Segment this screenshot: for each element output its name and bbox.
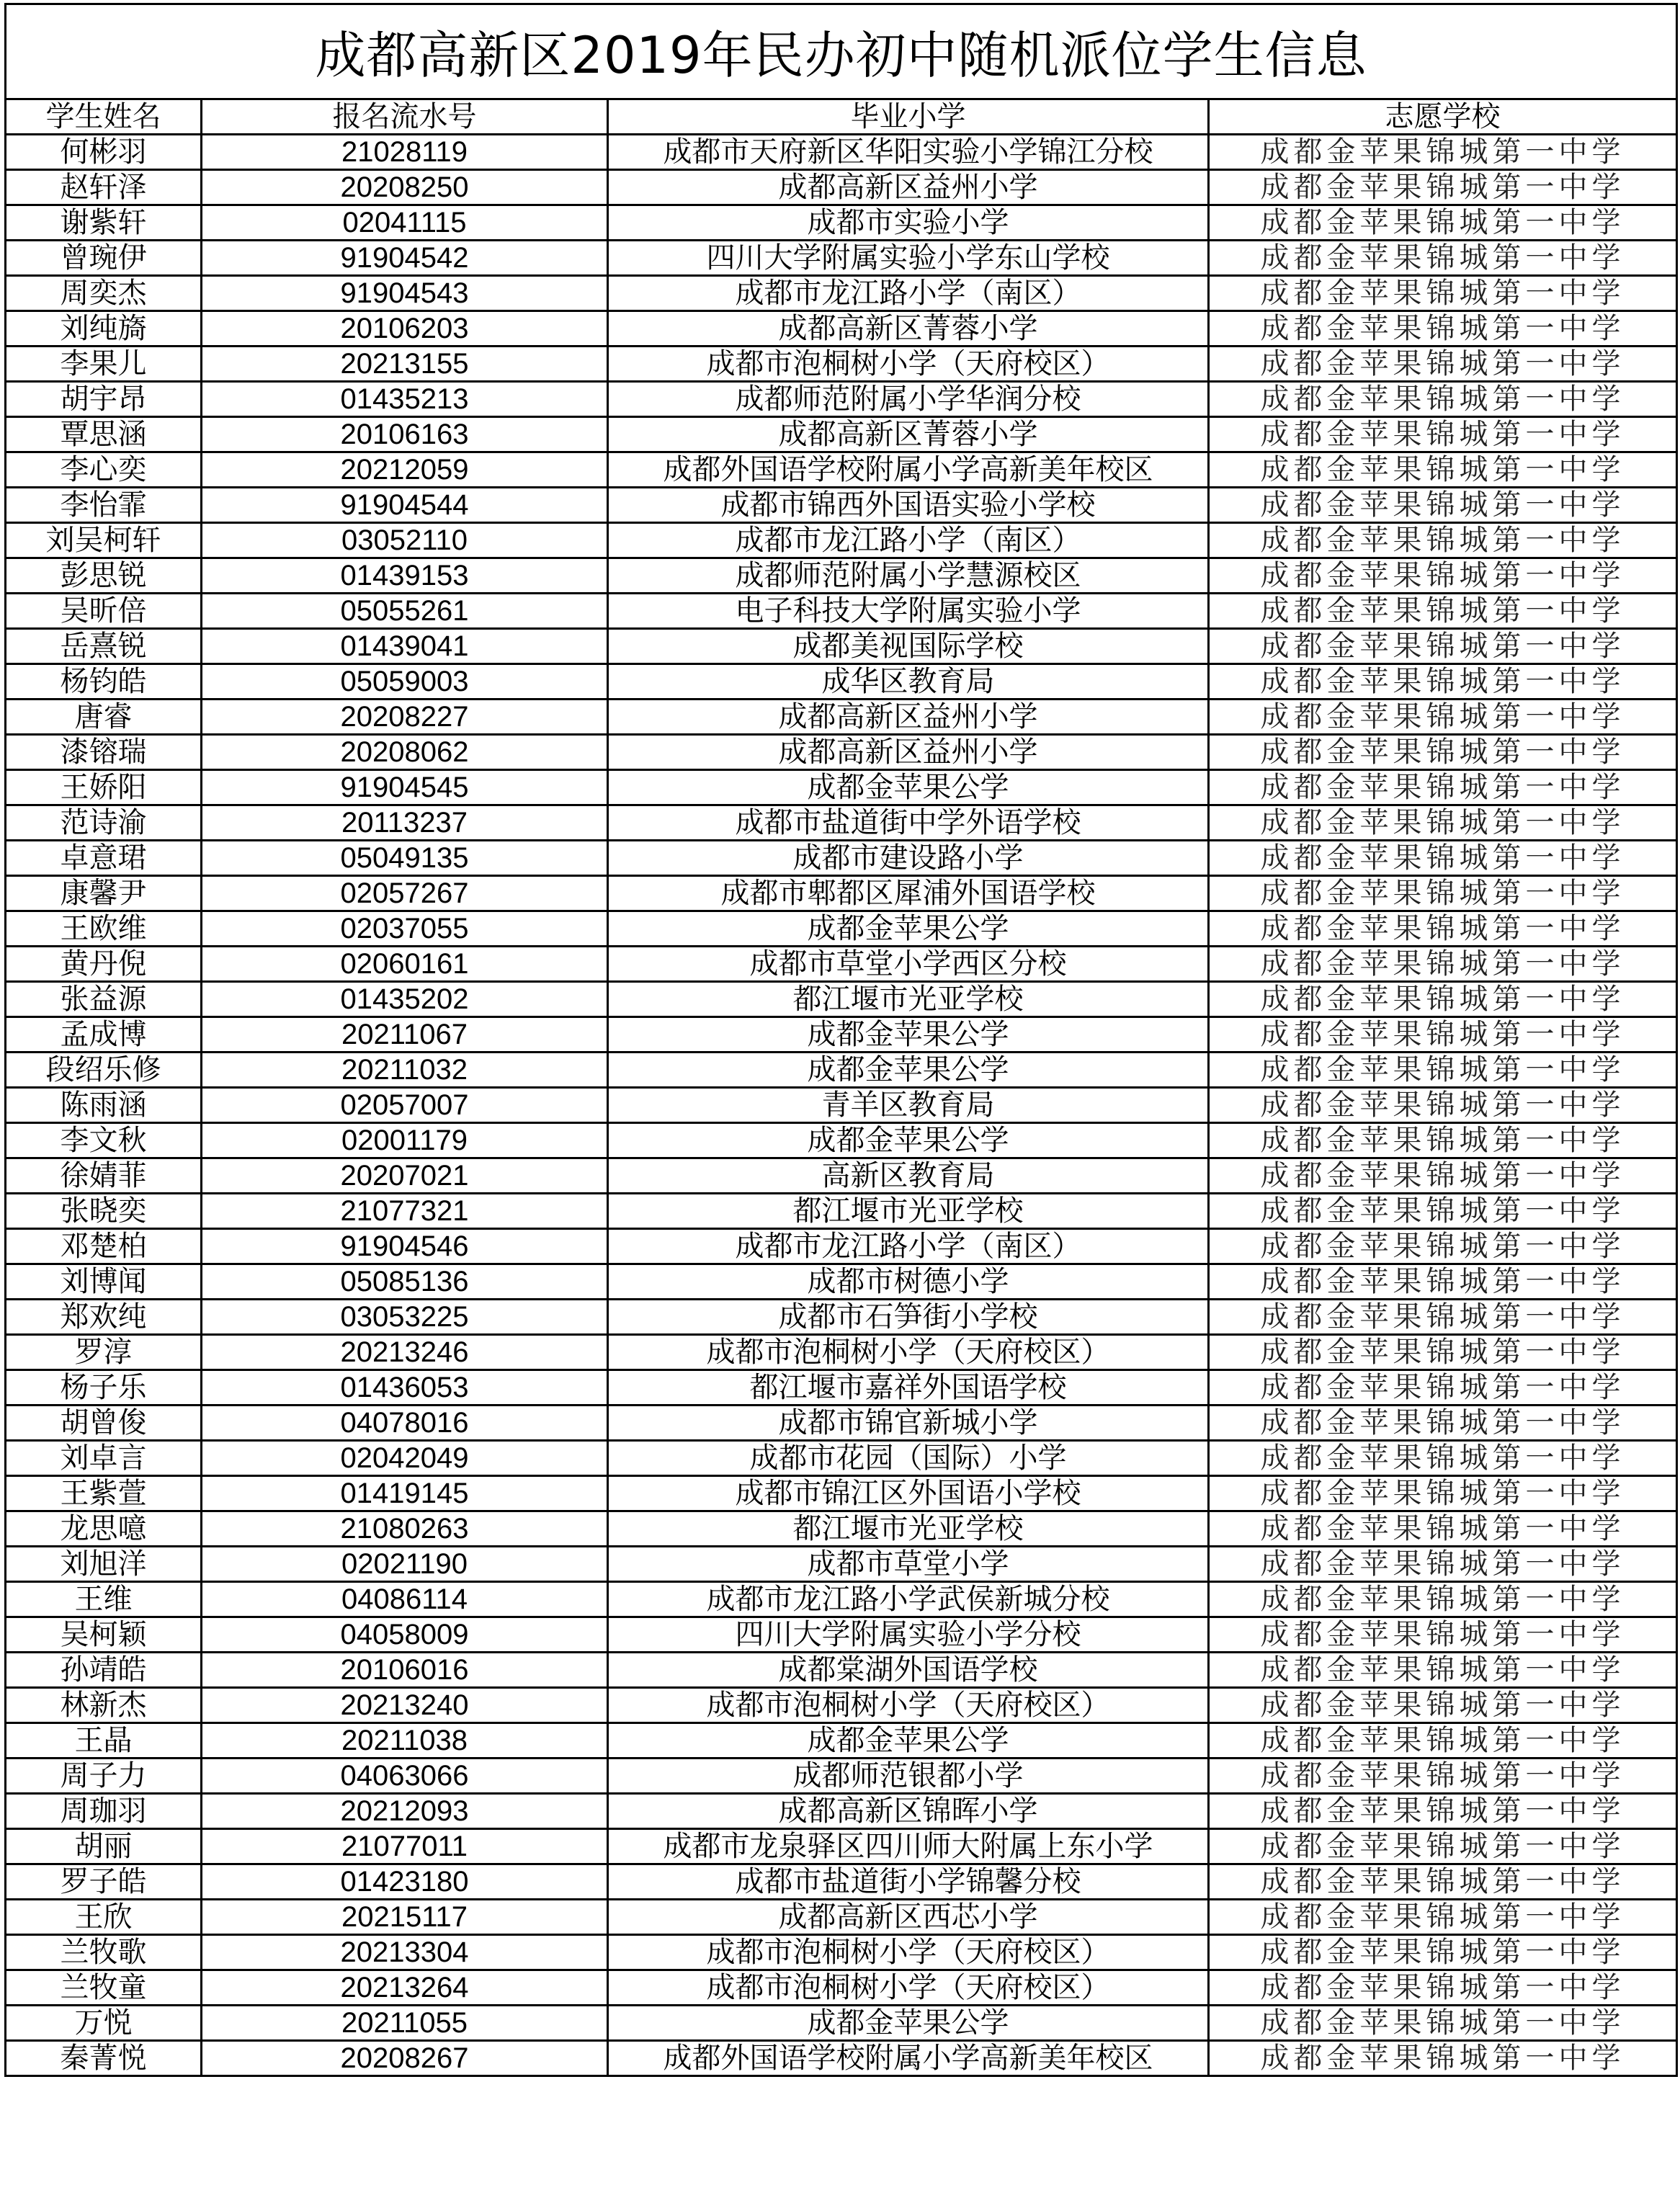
choice-school-cell[interactable]: 成都金苹果锦城第一中学 bbox=[1209, 170, 1677, 205]
student-name-cell[interactable]: 刘卓言 bbox=[6, 1441, 202, 1476]
choice-school-cell[interactable]: 成都金苹果锦城第一中学 bbox=[1209, 1229, 1677, 1264]
student-name-cell[interactable]: 吴柯颖 bbox=[6, 1617, 202, 1653]
table-row bbox=[6, 1829, 1677, 1864]
serial-number-cell[interactable]: 01423180 bbox=[202, 1864, 608, 1900]
table-row bbox=[6, 1194, 1677, 1229]
primary-school-cell[interactable]: 成都师范银都小学 bbox=[608, 1759, 1209, 1794]
table-row bbox=[6, 735, 1677, 770]
table-row bbox=[6, 452, 1677, 488]
primary-school-cell[interactable]: 成都市石笋街小学校 bbox=[608, 1300, 1209, 1335]
table-row bbox=[6, 135, 1677, 170]
serial-number-cell[interactable]: 01419145 bbox=[202, 1476, 608, 1511]
table-row bbox=[6, 1229, 1677, 1264]
table-row bbox=[6, 841, 1677, 876]
student-name-cell[interactable]: 王晶 bbox=[6, 1723, 202, 1759]
serial-number-cell[interactable]: 02001179 bbox=[202, 1123, 608, 1158]
choice-school-cell[interactable]: 成都金苹果锦城第一中学 bbox=[1209, 452, 1677, 488]
student-name-cell[interactable]: 彭思锐 bbox=[6, 558, 202, 594]
student-name-cell[interactable]: 罗淳 bbox=[6, 1335, 202, 1370]
primary-school-cell[interactable]: 成都高新区菁蓉小学 bbox=[608, 311, 1209, 347]
table-row bbox=[6, 558, 1677, 594]
student-name-cell[interactable]: 岳熹锐 bbox=[6, 629, 202, 664]
primary-school-cell[interactable]: 成都高新区益州小学 bbox=[608, 700, 1209, 735]
column-header-name[interactable]: 学生姓名 bbox=[6, 99, 202, 135]
table-row bbox=[6, 2041, 1677, 2076]
serial-number-cell[interactable]: 20212093 bbox=[202, 1794, 608, 1829]
primary-school-cell[interactable]: 都江堰市嘉祥外国语学校 bbox=[608, 1370, 1209, 1406]
choice-school-cell[interactable]: 成都金苹果锦城第一中学 bbox=[1209, 488, 1677, 523]
student-name-cell[interactable]: 唐睿 bbox=[6, 700, 202, 735]
choice-school-cell[interactable]: 成都金苹果锦城第一中学 bbox=[1209, 1653, 1677, 1688]
serial-number-cell[interactable]: 02021190 bbox=[202, 1547, 608, 1582]
primary-school-cell[interactable]: 成都市草堂小学 bbox=[608, 1547, 1209, 1582]
primary-school-cell[interactable]: 成都高新区西芯小学 bbox=[608, 1900, 1209, 1935]
choice-school-cell[interactable]: 成都金苹果锦城第一中学 bbox=[1209, 1123, 1677, 1158]
serial-number-cell[interactable]: 04058009 bbox=[202, 1617, 608, 1653]
serial-number-cell[interactable]: 01435213 bbox=[202, 382, 608, 417]
serial-number-cell[interactable]: 01439041 bbox=[202, 629, 608, 664]
primary-school-cell[interactable]: 成都金苹果公学 bbox=[608, 911, 1209, 947]
choice-school-cell[interactable]: 成都金苹果锦城第一中学 bbox=[1209, 805, 1677, 841]
student-name-cell[interactable]: 胡曾俊 bbox=[6, 1406, 202, 1441]
student-name-cell[interactable]: 王维 bbox=[6, 1582, 202, 1617]
serial-number-cell[interactable]: 20208267 bbox=[202, 2041, 608, 2076]
table-row bbox=[6, 1370, 1677, 1406]
serial-number-cell[interactable]: 04086114 bbox=[202, 1582, 608, 1617]
serial-number-cell[interactable]: 20106016 bbox=[202, 1653, 608, 1688]
serial-number-cell[interactable]: 05049135 bbox=[202, 841, 608, 876]
student-name-cell[interactable]: 孙靖皓 bbox=[6, 1653, 202, 1688]
serial-number-cell[interactable]: 20211067 bbox=[202, 1017, 608, 1053]
choice-school-cell[interactable]: 成都金苹果锦城第一中学 bbox=[1209, 1759, 1677, 1794]
choice-school-cell[interactable]: 成都金苹果锦城第一中学 bbox=[1209, 558, 1677, 594]
table-row bbox=[6, 1794, 1677, 1829]
serial-number-cell[interactable]: 05055261 bbox=[202, 594, 608, 629]
primary-school-cell[interactable]: 都江堰市光亚学校 bbox=[608, 1511, 1209, 1547]
primary-school-cell[interactable]: 成都市泡桐树小学（天府校区） bbox=[608, 1688, 1209, 1723]
student-name-cell[interactable]: 张晓奕 bbox=[6, 1194, 202, 1229]
choice-school-cell[interactable]: 成都金苹果锦城第一中学 bbox=[1209, 1335, 1677, 1370]
table-row bbox=[6, 1582, 1677, 1617]
serial-number-cell[interactable]: 91904545 bbox=[202, 770, 608, 805]
serial-number-cell[interactable]: 02037055 bbox=[202, 911, 608, 947]
table-row bbox=[6, 1441, 1677, 1476]
choice-school-cell[interactable]: 成都金苹果锦城第一中学 bbox=[1209, 1476, 1677, 1511]
primary-school-cell[interactable]: 成都市盐道街小学锦馨分校 bbox=[608, 1864, 1209, 1900]
choice-school-cell[interactable]: 成都金苹果锦城第一中学 bbox=[1209, 1935, 1677, 1970]
serial-number-cell[interactable]: 20211032 bbox=[202, 1053, 608, 1088]
header-row bbox=[6, 99, 1677, 135]
serial-number-cell[interactable]: 20211038 bbox=[202, 1723, 608, 1759]
table-row bbox=[6, 382, 1677, 417]
student-name-cell[interactable]: 杨钧皓 bbox=[6, 664, 202, 700]
table-row bbox=[6, 1511, 1677, 1547]
choice-school-cell[interactable]: 成都金苹果锦城第一中学 bbox=[1209, 2006, 1677, 2041]
table-row bbox=[6, 1264, 1677, 1300]
serial-number-cell[interactable]: 02042049 bbox=[202, 1441, 608, 1476]
student-name-cell[interactable]: 王欣 bbox=[6, 1900, 202, 1935]
serial-number-cell[interactable]: 21080263 bbox=[202, 1511, 608, 1547]
table-row bbox=[6, 205, 1677, 241]
student-name-cell[interactable]: 黄丹倪 bbox=[6, 947, 202, 982]
student-name-cell[interactable]: 周子力 bbox=[6, 1759, 202, 1794]
column-header-serial[interactable]: 报名流水号 bbox=[202, 99, 608, 135]
choice-school-cell[interactable]: 成都金苹果锦城第一中学 bbox=[1209, 1829, 1677, 1864]
table-row bbox=[6, 1017, 1677, 1053]
table-row bbox=[6, 417, 1677, 452]
serial-number-cell[interactable]: 02057267 bbox=[202, 876, 608, 911]
choice-school-cell[interactable]: 成都金苹果锦城第一中学 bbox=[1209, 382, 1677, 417]
table-row bbox=[6, 1053, 1677, 1088]
student-name-cell[interactable]: 刘旭洋 bbox=[6, 1547, 202, 1582]
table-row bbox=[6, 1476, 1677, 1511]
serial-number-cell[interactable]: 02060161 bbox=[202, 947, 608, 982]
student-name-cell[interactable]: 刘吴柯轩 bbox=[6, 523, 202, 558]
primary-school-cell[interactable]: 成都高新区锦晖小学 bbox=[608, 1794, 1209, 1829]
primary-school-cell[interactable]: 成都市花园（国际）小学 bbox=[608, 1441, 1209, 1476]
table-row bbox=[6, 1970, 1677, 2006]
primary-school-cell[interactable]: 成都市龙江路小学武侯新城分校 bbox=[608, 1582, 1209, 1617]
student-name-cell[interactable]: 龙思噫 bbox=[6, 1511, 202, 1547]
student-name-cell[interactable]: 邓楚柏 bbox=[6, 1229, 202, 1264]
serial-number-cell[interactable]: 20106203 bbox=[202, 311, 608, 347]
choice-school-cell[interactable]: 成都金苹果锦城第一中学 bbox=[1209, 1194, 1677, 1229]
student-name-cell[interactable]: 秦菁悦 bbox=[6, 2041, 202, 2076]
student-name-cell[interactable]: 王欧维 bbox=[6, 911, 202, 947]
primary-school-cell[interactable]: 电子科技大学附属实验小学 bbox=[608, 594, 1209, 629]
primary-school-cell[interactable]: 成都市泡桐树小学（天府校区） bbox=[608, 1935, 1209, 1970]
primary-school-cell[interactable]: 成都美视国际学校 bbox=[608, 629, 1209, 664]
table-row bbox=[6, 1900, 1677, 1935]
serial-number-cell[interactable]: 91904546 bbox=[202, 1229, 608, 1264]
choice-school-cell[interactable]: 成都金苹果锦城第一中学 bbox=[1209, 876, 1677, 911]
student-name-cell[interactable]: 胡宇昂 bbox=[6, 382, 202, 417]
primary-school-cell[interactable]: 成都市锦官新城小学 bbox=[608, 1406, 1209, 1441]
table-body bbox=[6, 135, 1677, 2076]
column-header-choice-school[interactable]: 志愿学校 bbox=[1209, 99, 1677, 135]
serial-number-cell[interactable]: 20213155 bbox=[202, 347, 608, 382]
serial-number-cell[interactable]: 04063066 bbox=[202, 1759, 608, 1794]
student-name-cell[interactable]: 曾琬伊 bbox=[6, 241, 202, 276]
serial-number-cell[interactable]: 20208227 bbox=[202, 700, 608, 735]
table-row bbox=[6, 1935, 1677, 1970]
primary-school-cell[interactable]: 成都市泡桐树小学（天府校区） bbox=[608, 1970, 1209, 2006]
choice-school-cell[interactable]: 成都金苹果锦城第一中学 bbox=[1209, 2041, 1677, 2076]
serial-number-cell[interactable]: 20212059 bbox=[202, 452, 608, 488]
serial-number-cell[interactable]: 21077321 bbox=[202, 1194, 608, 1229]
choice-school-cell[interactable]: 成都金苹果锦城第一中学 bbox=[1209, 1864, 1677, 1900]
spreadsheet bbox=[4, 3, 1676, 2200]
choice-school-cell[interactable]: 成都金苹果锦城第一中学 bbox=[1209, 770, 1677, 805]
student-name-cell[interactable]: 刘博闻 bbox=[6, 1264, 202, 1300]
choice-school-cell[interactable]: 成都金苹果锦城第一中学 bbox=[1209, 735, 1677, 770]
choice-school-cell[interactable]: 成都金苹果锦城第一中学 bbox=[1209, 1370, 1677, 1406]
choice-school-cell[interactable]: 成都金苹果锦城第一中学 bbox=[1209, 1617, 1677, 1653]
student-name-cell[interactable]: 覃思涵 bbox=[6, 417, 202, 452]
table-row bbox=[6, 1547, 1677, 1582]
table-row bbox=[6, 1300, 1677, 1335]
primary-school-cell[interactable]: 成都金苹果公学 bbox=[608, 1723, 1209, 1759]
student-name-cell[interactable]: 赵轩泽 bbox=[6, 170, 202, 205]
choice-school-cell[interactable]: 成都金苹果锦城第一中学 bbox=[1209, 1900, 1677, 1935]
serial-number-cell[interactable]: 20113237 bbox=[202, 805, 608, 841]
primary-school-cell[interactable]: 成华区教育局 bbox=[608, 664, 1209, 700]
primary-school-cell[interactable]: 成都金苹果公学 bbox=[608, 1053, 1209, 1088]
primary-school-cell[interactable]: 成都市龙泉驿区四川师大附属上东小学 bbox=[608, 1829, 1209, 1864]
choice-school-cell[interactable]: 成都金苹果锦城第一中学 bbox=[1209, 1582, 1677, 1617]
choice-school-cell[interactable]: 成都金苹果锦城第一中学 bbox=[1209, 205, 1677, 241]
student-name-cell[interactable]: 李心奕 bbox=[6, 452, 202, 488]
choice-school-cell[interactable]: 成都金苹果锦城第一中学 bbox=[1209, 664, 1677, 700]
primary-school-cell[interactable]: 成都外国语学校附属小学高新美年校区 bbox=[608, 2041, 1209, 2076]
primary-school-cell[interactable]: 成都市郫都区犀浦外国语学校 bbox=[608, 876, 1209, 911]
page-title: 成都高新区2019年民办初中随机派位学生信息 bbox=[6, 4, 1677, 99]
choice-school-cell[interactable]: 成都金苹果锦城第一中学 bbox=[1209, 1688, 1677, 1723]
primary-school-cell[interactable]: 成都高新区益州小学 bbox=[608, 735, 1209, 770]
primary-school-cell[interactable]: 成都市锦江区外国语小学校 bbox=[608, 1476, 1209, 1511]
table-row bbox=[6, 911, 1677, 947]
primary-school-cell[interactable]: 都江堰市光亚学校 bbox=[608, 982, 1209, 1017]
choice-school-cell[interactable]: 成都金苹果锦城第一中学 bbox=[1209, 629, 1677, 664]
primary-school-cell[interactable]: 四川大学附属实验小学分校 bbox=[608, 1617, 1209, 1653]
student-name-cell[interactable]: 兰牧童 bbox=[6, 1970, 202, 2006]
column-header-primary-school[interactable]: 毕业小学 bbox=[608, 99, 1209, 135]
student-name-cell[interactable]: 谢紫轩 bbox=[6, 205, 202, 241]
choice-school-cell[interactable]: 成都金苹果锦城第一中学 bbox=[1209, 911, 1677, 947]
primary-school-cell[interactable]: 成都市锦西外国语实验小学校 bbox=[608, 488, 1209, 523]
serial-number-cell[interactable]: 91904543 bbox=[202, 276, 608, 311]
student-name-cell[interactable]: 漆镕瑞 bbox=[6, 735, 202, 770]
serial-number-cell[interactable]: 20213240 bbox=[202, 1688, 608, 1723]
serial-number-cell[interactable]: 03053225 bbox=[202, 1300, 608, 1335]
primary-school-cell[interactable]: 成都棠湖外国语学校 bbox=[608, 1653, 1209, 1688]
primary-school-cell[interactable]: 成都市天府新区华阳实验小学锦江分校 bbox=[608, 135, 1209, 170]
choice-school-cell[interactable]: 成都金苹果锦城第一中学 bbox=[1209, 241, 1677, 276]
table-row bbox=[6, 170, 1677, 205]
primary-school-cell[interactable]: 成都市盐道街中学外语学校 bbox=[608, 805, 1209, 841]
serial-number-cell[interactable]: 20208062 bbox=[202, 735, 608, 770]
choice-school-cell[interactable]: 成都金苹果锦城第一中学 bbox=[1209, 1406, 1677, 1441]
primary-school-cell[interactable]: 四川大学附属实验小学东山学校 bbox=[608, 241, 1209, 276]
choice-school-cell[interactable]: 成都金苹果锦城第一中学 bbox=[1209, 311, 1677, 347]
primary-school-cell[interactable]: 成都市树德小学 bbox=[608, 1264, 1209, 1300]
choice-school-cell[interactable]: 成都金苹果锦城第一中学 bbox=[1209, 1158, 1677, 1194]
choice-school-cell[interactable]: 成都金苹果锦城第一中学 bbox=[1209, 1088, 1677, 1123]
table-row bbox=[6, 523, 1677, 558]
student-name-cell[interactable]: 杨子乐 bbox=[6, 1370, 202, 1406]
primary-school-cell[interactable]: 成都高新区益州小学 bbox=[608, 170, 1209, 205]
serial-number-cell[interactable]: 01439153 bbox=[202, 558, 608, 594]
serial-number-cell[interactable]: 20213264 bbox=[202, 1970, 608, 2006]
student-name-cell[interactable]: 张益源 bbox=[6, 982, 202, 1017]
table-row bbox=[6, 805, 1677, 841]
choice-school-cell[interactable]: 成都金苹果锦城第一中学 bbox=[1209, 841, 1677, 876]
student-table bbox=[4, 3, 1678, 2077]
table-row bbox=[6, 276, 1677, 311]
primary-school-cell[interactable]: 成都金苹果公学 bbox=[608, 1017, 1209, 1053]
choice-school-cell[interactable]: 成都金苹果锦城第一中学 bbox=[1209, 1300, 1677, 1335]
serial-number-cell[interactable]: 20213246 bbox=[202, 1335, 608, 1370]
primary-school-cell[interactable]: 成都市草堂小学西区分校 bbox=[608, 947, 1209, 982]
student-name-cell[interactable]: 周珈羽 bbox=[6, 1794, 202, 1829]
table-row bbox=[6, 1617, 1677, 1653]
primary-school-cell[interactable]: 成都师范附属小学慧源校区 bbox=[608, 558, 1209, 594]
student-name-cell[interactable]: 罗子皓 bbox=[6, 1864, 202, 1900]
choice-school-cell[interactable]: 成都金苹果锦城第一中学 bbox=[1209, 982, 1677, 1017]
table-row bbox=[6, 1335, 1677, 1370]
primary-school-cell[interactable]: 成都金苹果公学 bbox=[608, 770, 1209, 805]
table-row bbox=[6, 1406, 1677, 1441]
choice-school-cell[interactable]: 成都金苹果锦城第一中学 bbox=[1209, 947, 1677, 982]
table-row bbox=[6, 982, 1677, 1017]
serial-number-cell[interactable]: 20208250 bbox=[202, 170, 608, 205]
student-name-cell[interactable]: 兰牧歌 bbox=[6, 1935, 202, 1970]
choice-school-cell[interactable]: 成都金苹果锦城第一中学 bbox=[1209, 1441, 1677, 1476]
primary-school-cell[interactable]: 成都金苹果公学 bbox=[608, 1123, 1209, 1158]
primary-school-cell[interactable]: 成都市龙江路小学（南区） bbox=[608, 523, 1209, 558]
student-name-cell[interactable]: 郑欢纯 bbox=[6, 1300, 202, 1335]
table-row bbox=[6, 1158, 1677, 1194]
table-row bbox=[6, 1723, 1677, 1759]
student-name-cell[interactable]: 刘纯旖 bbox=[6, 311, 202, 347]
serial-number-cell[interactable]: 20106163 bbox=[202, 417, 608, 452]
primary-school-cell[interactable]: 成都市龙江路小学（南区） bbox=[608, 1229, 1209, 1264]
choice-school-cell[interactable]: 成都金苹果锦城第一中学 bbox=[1209, 135, 1677, 170]
student-name-cell[interactable]: 林新杰 bbox=[6, 1688, 202, 1723]
student-name-cell[interactable]: 李果儿 bbox=[6, 347, 202, 382]
student-name-cell[interactable]: 王紫萱 bbox=[6, 1476, 202, 1511]
table-row bbox=[6, 2006, 1677, 2041]
student-name-cell[interactable]: 徐婧菲 bbox=[6, 1158, 202, 1194]
primary-school-cell[interactable]: 成都外国语学校附属小学高新美年校区 bbox=[608, 452, 1209, 488]
table-row bbox=[6, 700, 1677, 735]
serial-number-cell[interactable]: 05085136 bbox=[202, 1264, 608, 1300]
student-name-cell[interactable]: 万悦 bbox=[6, 2006, 202, 2041]
student-name-cell[interactable]: 陈雨涵 bbox=[6, 1088, 202, 1123]
serial-number-cell[interactable]: 20207021 bbox=[202, 1158, 608, 1194]
primary-school-cell[interactable]: 成都师范附属小学华润分校 bbox=[608, 382, 1209, 417]
table-row bbox=[6, 347, 1677, 382]
serial-number-cell[interactable]: 20215117 bbox=[202, 1900, 608, 1935]
primary-school-cell[interactable]: 成都市实验小学 bbox=[608, 205, 1209, 241]
choice-school-cell[interactable]: 成都金苹果锦城第一中学 bbox=[1209, 1511, 1677, 1547]
serial-number-cell[interactable]: 05059003 bbox=[202, 664, 608, 700]
serial-number-cell[interactable]: 02041115 bbox=[202, 205, 608, 241]
table-row bbox=[6, 311, 1677, 347]
serial-number-cell[interactable]: 01435202 bbox=[202, 982, 608, 1017]
student-name-cell[interactable]: 康馨尹 bbox=[6, 876, 202, 911]
table-row bbox=[6, 876, 1677, 911]
student-name-cell[interactable]: 胡丽 bbox=[6, 1829, 202, 1864]
table-row bbox=[6, 664, 1677, 700]
primary-school-cell[interactable]: 成都高新区菁蓉小学 bbox=[608, 417, 1209, 452]
table-row bbox=[6, 629, 1677, 664]
table-row bbox=[6, 1688, 1677, 1723]
serial-number-cell[interactable]: 91904542 bbox=[202, 241, 608, 276]
primary-school-cell[interactable]: 成都金苹果公学 bbox=[608, 2006, 1209, 2041]
choice-school-cell[interactable]: 成都金苹果锦城第一中学 bbox=[1209, 1794, 1677, 1829]
serial-number-cell[interactable]: 91904544 bbox=[202, 488, 608, 523]
table-row bbox=[6, 947, 1677, 982]
serial-number-cell[interactable]: 04078016 bbox=[202, 1406, 608, 1441]
serial-number-cell[interactable]: 01436053 bbox=[202, 1370, 608, 1406]
choice-school-cell[interactable]: 成都金苹果锦城第一中学 bbox=[1209, 347, 1677, 382]
student-name-cell[interactable]: 卓意珺 bbox=[6, 841, 202, 876]
choice-school-cell[interactable]: 成都金苹果锦城第一中学 bbox=[1209, 700, 1677, 735]
serial-number-cell[interactable]: 20211055 bbox=[202, 2006, 608, 2041]
table-row bbox=[6, 1088, 1677, 1123]
primary-school-cell[interactable]: 成都市建设路小学 bbox=[608, 841, 1209, 876]
serial-number-cell[interactable]: 03052110 bbox=[202, 523, 608, 558]
table-row bbox=[6, 488, 1677, 523]
table-row bbox=[6, 1653, 1677, 1688]
serial-number-cell[interactable]: 21077011 bbox=[202, 1829, 608, 1864]
serial-number-cell[interactable]: 02057007 bbox=[202, 1088, 608, 1123]
primary-school-cell[interactable]: 青羊区教育局 bbox=[608, 1088, 1209, 1123]
student-name-cell[interactable]: 周奕杰 bbox=[6, 276, 202, 311]
serial-number-cell[interactable]: 20213304 bbox=[202, 1935, 608, 1970]
table-row bbox=[6, 1864, 1677, 1900]
primary-school-cell[interactable]: 成都市龙江路小学（南区） bbox=[608, 276, 1209, 311]
primary-school-cell[interactable]: 成都市泡桐树小学（天府校区） bbox=[608, 347, 1209, 382]
table-row bbox=[6, 1759, 1677, 1794]
choice-school-cell[interactable]: 成都金苹果锦城第一中学 bbox=[1209, 417, 1677, 452]
primary-school-cell[interactable]: 成都市泡桐树小学（天府校区） bbox=[608, 1335, 1209, 1370]
student-name-cell[interactable]: 段绍乐修 bbox=[6, 1053, 202, 1088]
choice-school-cell[interactable]: 成都金苹果锦城第一中学 bbox=[1209, 1547, 1677, 1582]
primary-school-cell[interactable]: 高新区教育局 bbox=[608, 1158, 1209, 1194]
choice-school-cell[interactable]: 成都金苹果锦城第一中学 bbox=[1209, 523, 1677, 558]
student-name-cell[interactable]: 李文秋 bbox=[6, 1123, 202, 1158]
choice-school-cell[interactable]: 成都金苹果锦城第一中学 bbox=[1209, 1264, 1677, 1300]
table-row bbox=[6, 770, 1677, 805]
student-name-cell[interactable]: 何彬羽 bbox=[6, 135, 202, 170]
choice-school-cell[interactable]: 成都金苹果锦城第一中学 bbox=[1209, 1053, 1677, 1088]
student-name-cell[interactable]: 范诗渝 bbox=[6, 805, 202, 841]
student-name-cell[interactable]: 孟成博 bbox=[6, 1017, 202, 1053]
student-name-cell[interactable]: 王娇阳 bbox=[6, 770, 202, 805]
choice-school-cell[interactable]: 成都金苹果锦城第一中学 bbox=[1209, 276, 1677, 311]
student-name-cell[interactable]: 李怡霏 bbox=[6, 488, 202, 523]
student-name-cell[interactable]: 吴昕倍 bbox=[6, 594, 202, 629]
table-row bbox=[6, 1123, 1677, 1158]
choice-school-cell[interactable]: 成都金苹果锦城第一中学 bbox=[1209, 1970, 1677, 2006]
table-row bbox=[6, 594, 1677, 629]
serial-number-cell[interactable]: 21028119 bbox=[202, 135, 608, 170]
primary-school-cell[interactable]: 都江堰市光亚学校 bbox=[608, 1194, 1209, 1229]
table-row bbox=[6, 241, 1677, 276]
choice-school-cell[interactable]: 成都金苹果锦城第一中学 bbox=[1209, 1723, 1677, 1759]
choice-school-cell[interactable]: 成都金苹果锦城第一中学 bbox=[1209, 1017, 1677, 1053]
choice-school-cell[interactable]: 成都金苹果锦城第一中学 bbox=[1209, 594, 1677, 629]
